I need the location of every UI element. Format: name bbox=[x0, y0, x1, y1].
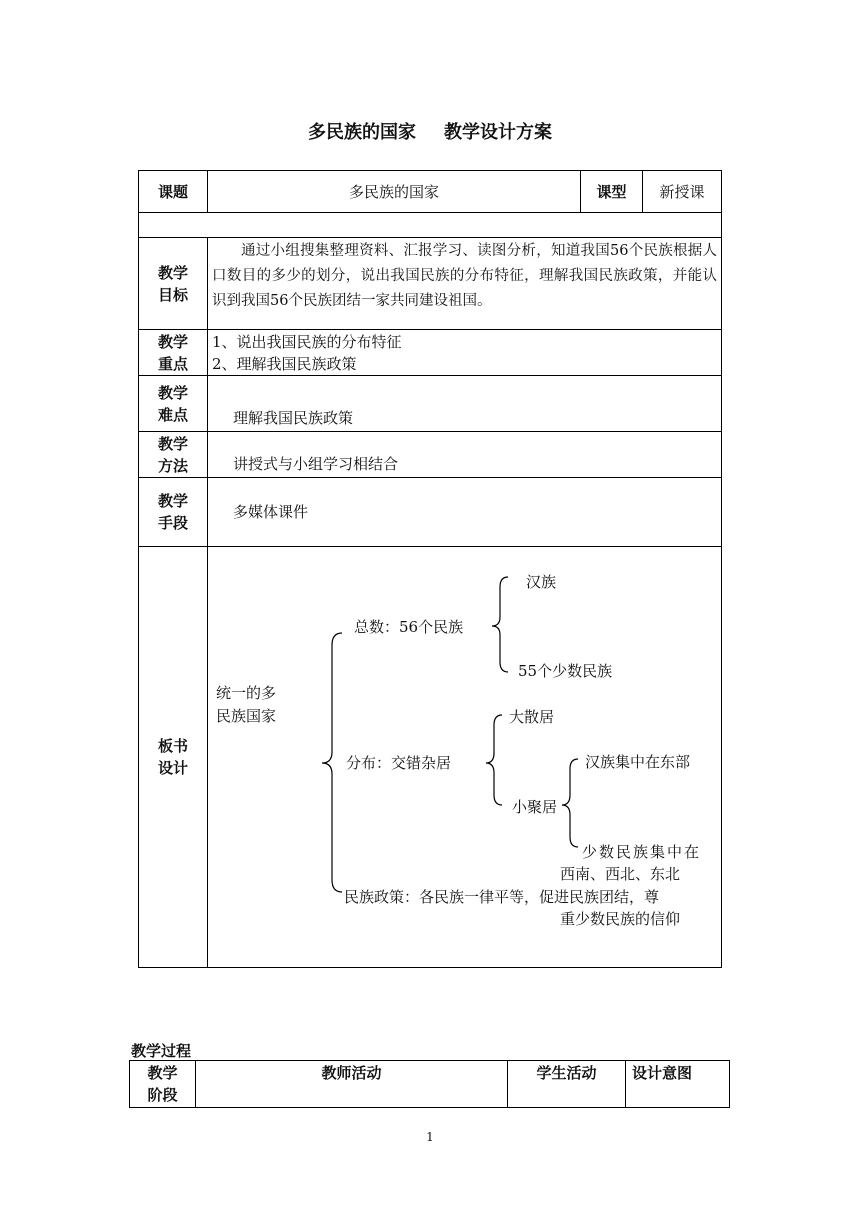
board-small-cluster: 小聚居 bbox=[512, 798, 558, 816]
method-row bbox=[139, 432, 722, 478]
key-points bbox=[208, 330, 722, 376]
process-header-row bbox=[130, 1061, 730, 1108]
method-label: 教学 方法 bbox=[139, 432, 208, 478]
type-value: 新授课 bbox=[643, 171, 722, 213]
board-big-scatter: 大散居 bbox=[509, 708, 555, 726]
page-title bbox=[0, 118, 860, 144]
method-text: 讲授式与小组学习相结合 bbox=[208, 432, 722, 478]
col-intent: 设计意图 bbox=[626, 1061, 730, 1108]
objective-label: 教学 目标 bbox=[139, 238, 208, 330]
cluster-brace bbox=[562, 759, 578, 847]
objective-text: 通过小组搜集整理资料、汇报学习、读图分析，知道我国56个民族根据人口数目的多少的划分，说出我国民族的分布特征，理解我国民族政策，并能认识到我国56个民族团结一家共同建设祖国。 bbox=[208, 238, 722, 330]
blank-row bbox=[139, 213, 722, 238]
objective-row bbox=[139, 238, 722, 330]
blank-cell bbox=[139, 213, 722, 238]
distribution-brace bbox=[486, 715, 502, 805]
col-student: 学生活动 bbox=[508, 1061, 626, 1108]
board-han: 汉族 bbox=[526, 573, 557, 591]
means-text: 多媒体课件 bbox=[208, 478, 722, 547]
means-row bbox=[139, 478, 722, 547]
board-minority-west-line2: 西南、西北、东北 bbox=[560, 865, 681, 883]
topic-value: 多民族的国家 bbox=[208, 171, 581, 213]
board-distribution: 分布：交错杂居 bbox=[346, 754, 452, 772]
col-teacher: 教师活动 bbox=[196, 1061, 508, 1108]
topic-row bbox=[139, 171, 722, 213]
process-table bbox=[129, 1060, 730, 1108]
board-policy-line2: 重少数民族的信仰 bbox=[560, 910, 681, 928]
board-han-east: 汉族集中在东部 bbox=[585, 753, 691, 771]
means-label: 教学 手段 bbox=[139, 478, 208, 547]
difficulty-label: 教学 难点 bbox=[139, 376, 208, 432]
key-label: 教学 重点 bbox=[139, 330, 208, 376]
difficulty-text: 理解我国民族政策 bbox=[208, 376, 722, 432]
title-right: 教学设计方案 bbox=[444, 122, 552, 143]
difficulty-row bbox=[139, 376, 722, 432]
key-row bbox=[139, 330, 722, 376]
page-number: 1 bbox=[426, 1130, 434, 1144]
board-row bbox=[139, 547, 722, 968]
board-label: 板书 设计 bbox=[139, 547, 208, 968]
board-policy-line1: 民族政策：各民族一律平等，促进民族团结，尊 bbox=[344, 888, 660, 906]
board-total: 总数：56个民族 bbox=[354, 618, 464, 636]
type-label: 课型 bbox=[581, 171, 643, 213]
total-brace bbox=[492, 577, 508, 672]
process-title: 教学过程 bbox=[131, 1042, 192, 1060]
board-diagram bbox=[208, 547, 721, 967]
board-minorities: 55个少数民族 bbox=[518, 662, 613, 680]
col-stage: 教学 阶段 bbox=[130, 1061, 196, 1108]
topic-label: 课题 bbox=[139, 171, 208, 213]
title-left: 多民族的国家 bbox=[308, 122, 416, 143]
board-root-line1: 统一的多 bbox=[216, 684, 277, 702]
key-item-2: 2、理解我国民族政策 bbox=[212, 354, 357, 373]
lesson-plan-table bbox=[138, 170, 722, 968]
root-brace bbox=[322, 633, 342, 892]
board-design bbox=[208, 547, 722, 968]
board-root-line2: 民族国家 bbox=[216, 707, 277, 725]
key-item-1: 1、说出我国民族的分布特征 bbox=[212, 332, 402, 351]
board-minority-west-line1: 少数民族集中在 bbox=[582, 843, 702, 861]
